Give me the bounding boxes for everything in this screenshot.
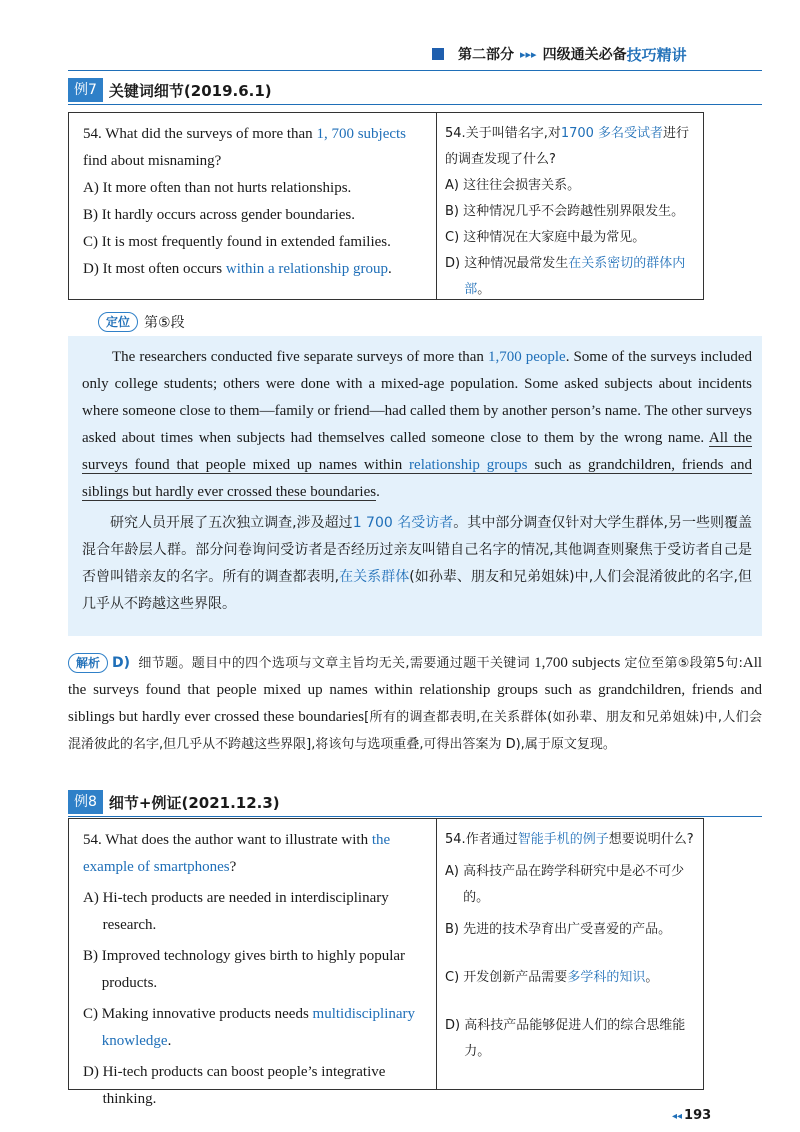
header-rule: [68, 70, 762, 71]
option-c: C) It is most frequently found in extended families.: [83, 234, 391, 250]
example7-heading: [68, 78, 272, 102]
key-sentence: All the surveys found that people mixed up names within relationship groups such as grandchildren, friends and siblings but hardly ever crossed these boundaries: [82, 430, 753, 500]
running-header: [432, 42, 762, 66]
locate-text: 第⑤段: [144, 315, 185, 331]
option-d: D) Hi-tech products can boost people’s integrative thinking.: [83, 1064, 386, 1107]
option-c-cn: C) 这种情况在大家庭中最为常见。: [445, 230, 646, 245]
triple-arrow-icon: ▸▸▸: [520, 47, 537, 61]
example7-rule: [68, 104, 762, 105]
locate-note: [98, 312, 185, 332]
double-arrow-icon: ◂◂: [672, 1111, 683, 1122]
analysis-label: 解析: [68, 653, 108, 673]
option-d-cn: D) 这种情况最常发生在关系密切的群体内部。: [445, 256, 686, 297]
analysis: 解析 D) 细节题。题目中的四个选项与文章主旨均无关,需要通过题干关键词 1,700 subjects 定位至第⑤段第5句:All the surveys found that people mixed up names within relationship groups such as grandchildren, friends and siblings but hardly ever crossed these boundaries[所有的调查都表明,在关系群体(如孙辈、朋友和兄弟姐妹)中,人们会混淆彼此的名字,但几乎从不跨越这些界限],将该句与选项重叠,可得出答案为 D),属于原文复现。: [68, 655, 763, 752]
question-stem-cn: 54.作者通过智能手机的例子想要说明什么?: [445, 832, 694, 847]
square-bullet-icon: [432, 48, 444, 60]
option-a-cn: A) 这往往会损害关系。: [445, 178, 581, 193]
example8-question-table: [68, 818, 704, 1107]
header-section-highlight: 技巧精讲: [626, 45, 687, 64]
option-b-cn: B) 先进的技术孕育出广受喜爱的产品。: [445, 922, 672, 937]
passage-en: The researchers conducted five separate surveys of more than 1,700 people. Some of the surveys included only college students; others were done with a mixed-age population. Some asked subjects about incidents where someone close to them—family or friend—had called them by another person’s name. The other surveys asked about times when subjects had themselves called someone close to them by the wrong name. All the surveys found that people mixed up names within relationship groups such as grandchildren, friends and siblings but hardly ever crossed these boundaries.: [82, 349, 753, 500]
example8-question-cn: [437, 819, 703, 1089]
option-b-cn: B) 这种情况几乎不会跨越性别界限发生。: [445, 204, 685, 219]
passage-cn: 研究人员开展了五次独立调查,涉及超过1 700 名受访者。其中部分调查仅针对大学生群体,另一些则覆盖混合年龄层人群。部分问卷询问受访者是否经历过亲友叫错自己名字的情况,其他调查则聚焦于受访者自己是否曾叫错亲友的名字。所有的调查都表明,在关系群体(如孙辈、朋友和兄弟姐妹)中,人们会混淆彼此的名字,但几乎从不跨越这些界限。: [82, 515, 753, 612]
question-stem: 54. What does the author want to illustrate with the example of smartphones?: [83, 832, 391, 875]
option-c: C) Making innovative products needs multidisciplinary knowledge.: [83, 1006, 416, 1049]
example8-heading: [68, 790, 280, 814]
example7-question-table: [68, 112, 704, 300]
answer: D): [112, 655, 131, 671]
example7-question-cn: [437, 113, 703, 299]
example8-tag: 例8: [68, 790, 103, 814]
example8-rule: [68, 816, 762, 817]
option-b: B) Improved technology gives birth to highly popular products.: [83, 948, 406, 991]
option-d-cn: D) 高科技产品能够促进人们的综合思维能力。: [445, 1018, 686, 1059]
page-number: ◂◂ 193: [672, 1108, 712, 1123]
example8-title: 细节+例证(2021.12.3): [108, 793, 280, 812]
passage-excerpt: [68, 336, 762, 636]
example8-question-en: [69, 819, 437, 1107]
header-part: 第二部分: [458, 47, 514, 63]
example7-title: 关键词细节(2019.6.1): [108, 81, 272, 100]
locate-label: 定位: [98, 312, 138, 332]
question-stem: 54. What did the surveys of more than 1, 700 subjects find about misnaming?: [83, 126, 407, 169]
option-d: D) It most often occurs within a relationship group.: [83, 261, 392, 277]
example7-tag: 例7: [68, 78, 103, 102]
option-a: A) Hi-tech products are needed in interdisciplinary research.: [83, 890, 389, 933]
example7-question-en: [69, 113, 437, 299]
option-a-cn: A) 高科技产品在跨学科研究中是必不可少的。: [445, 864, 685, 905]
option-b: B) It hardly occurs across gender boundaries.: [83, 207, 355, 223]
question-stem-cn: 54.关于叫错名字,对1700 多名受试者进行的调查发现了什么?: [445, 126, 690, 167]
header-section: 四级通关必备: [542, 47, 627, 63]
option-a: A) It more often than not hurts relationships.: [83, 180, 352, 196]
option-c-cn: C) 开发创新产品需要多学科的知识。: [445, 970, 659, 985]
